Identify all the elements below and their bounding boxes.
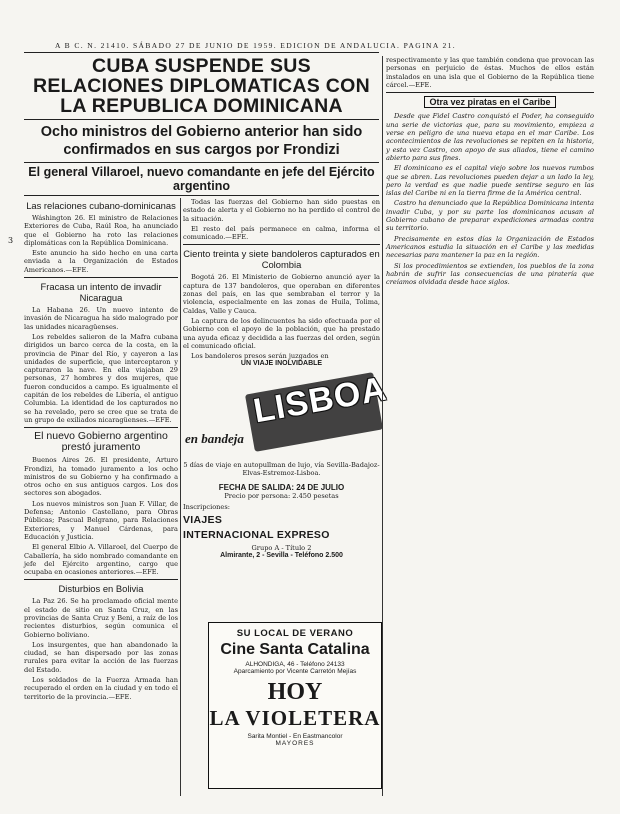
column-2 <box>183 198 380 361</box>
margin-mark: 3 <box>8 236 14 245</box>
paragraph: La captura de los delincuentes ha sido efectuada por el Gobierno con el apoyo de la población, que ha prestado una ayuda eficaz y decidida a las fuerzas del orden, según el comunicado oficial. <box>183 316 380 350</box>
agency-name-1: VIAJES <box>183 514 223 527</box>
paragraph: Los nuevos ministros son Juan F. Villar, de Defensa; Antonio Castellano, para Obras Públicas; Pascual Belgrano, para Relaciones Exteriores, y Manuel Cárdenas, para Educación y Justicia. <box>24 499 178 541</box>
departure-date: FECHA DE SALIDA: 24 DE JULIO <box>218 482 345 492</box>
film-cast: Sarita Montiel - En Eastmancolor <box>247 733 343 740</box>
film-title: LA VIOLETERA <box>209 706 381 730</box>
paragraph: Si los procedimientos se extienden, los pueblos de la zona habrán de sufrir las consecuencias de una piratería que creíamos olvidada desde hace siglos. <box>386 261 594 287</box>
paragraph: Wáshington 26. El ministro de Relaciones Exteriores de Cuba, Raúl Roa, ha anunciado que el Gobierno ha roto las relaciones diplomáticas con la República Dominicana. <box>24 214 178 247</box>
divider <box>386 92 594 93</box>
paragraph: Castro ha denunciado que la República Dominicana intenta invadir Cuba, y por su parte los dominicanos acusan al Gobierno cubano de preparar expediciones armadas contra su territorio. <box>386 199 594 233</box>
section-title: Ciento treinta y siete bandoleros capturados en Colombia <box>183 248 380 271</box>
cinema-advertisement <box>208 622 382 789</box>
cinema-address: ALHONDIGA, 46 - Teléfono 24133 <box>245 661 345 668</box>
paragraph: Los soldados de la Fuerza Armada han recuperado el orden en la ciudad y en todo el territorio de la provincia.—EFE. <box>24 676 178 701</box>
agency-address: Almirante, 2 - Sevilla - Teléfono 2.500 <box>220 552 343 560</box>
column-1 <box>24 198 178 798</box>
ad-inscriptions: Inscripciones: <box>183 502 230 511</box>
divider <box>24 427 178 428</box>
divider <box>24 277 178 278</box>
cinema-note: Aparcamiento por Vicente Carretón Mejías <box>233 668 357 675</box>
paragraph: Desde que Fidel Castro conquistó el Poder, ha conseguido una serie de victorias que, para su movimiento, empieza a verse en peligro de una nueva etapa en el mar Caribe. Los acontecimientos de las revoluciones se repiten en la historia, y esta vez Castro, con apoyo de sus aliados, tiene el camino abierto para sus fines. <box>386 112 594 162</box>
paragraph: El general Elbio A. Villaroel, del Cuerpo de Caballería, ha sido nombrado comandante en jefe del Ejército argentino, cargo que ocupaba en ocasiones anteriores.—EFE. <box>24 543 178 577</box>
section-title-wrap <box>386 96 594 108</box>
paragraph: Este anuncio ha sido hecho en una carta enviada a la Organización de Estados Americanos.—EFE. <box>24 249 178 274</box>
headline-rule <box>24 119 379 120</box>
lisboa-title: LISBOA <box>250 369 390 431</box>
paragraph: Precisamente en estos días la Organización de Estados Americanos estudia la situación en el Caribe y las medidas necesarias para mantener la paz en la región. <box>386 234 594 260</box>
section-title: Disturbios en Bolivia <box>58 583 144 595</box>
ad-description: 5 días de viaje en autopullman de lujo, vía Sevilla-Badajoz-Elvas-Estremoz-Lisboa. <box>183 461 380 478</box>
section-title: Otra vez piratas en el Caribe <box>424 96 555 108</box>
paragraph: El resto del país permanece en calma, informa el comunicado.—EFE. <box>183 224 380 242</box>
page-header: A B C. N. 21410. SÁBADO 27 DE JUNIO DE 1959. EDICION DE ANDALUCIA. PAGINA 21. <box>55 41 457 50</box>
section-title: El nuevo Gobierno argentino prestó juramento <box>34 430 168 454</box>
section-title: Fracasa un intento de invadir Nicaragua <box>40 281 162 304</box>
paragraph: El dominicano es el capital viejo sobre los nuevos rumbos que se abren. Las revoluciones pueden dejar a un lado la ley, pero la verdad es que nadie puede sentirse seguro en las islas del Caribe ni en la tierra firme de la América central. <box>386 164 594 198</box>
subhead2-rule <box>24 195 379 196</box>
agency-group: Grupo A - Título 2 <box>251 544 312 553</box>
header-rule <box>24 52 379 53</box>
cinema-name: Cine Santa Catalina <box>220 641 370 658</box>
cinema-tagline: SU LOCAL DE VERANO <box>236 628 354 639</box>
ad-price: Precio por persona: 2.450 pesetas <box>224 491 339 500</box>
paragraph: Todas las fuerzas del Gobierno han sido puestas en estado de alerta y el Gobierno no ha perdido el control de la situación. <box>183 198 380 223</box>
agency-name-2: INTERNACIONAL EXPRESO <box>183 529 330 542</box>
cinema-today: HOY <box>267 679 323 705</box>
section-title: Las relaciones cubano-dominicanas <box>26 200 176 211</box>
paragraph: Buenos Aires 26. El presidente, Arturo Frondizi, ha tomado juramento a los ocho ministros de su Gobierno y ha confirmado a otros ocho en sus antiguos cargos. Los dos sectores son abogados. <box>24 456 178 498</box>
paragraph: La Paz 26. Se ha proclamado oficial mente el estado de sitio en Santa Cruz, en las provincias de Santa Cruz y Beni, a raíz de los recientes disturbios, según comunica el Gobierno boliviano. <box>24 597 178 639</box>
column-rule <box>382 56 383 796</box>
column-rule <box>180 198 181 796</box>
divider <box>24 579 178 580</box>
lisboa-advertisement <box>183 360 390 606</box>
column-3 <box>386 56 594 796</box>
subhead-rule <box>24 162 379 163</box>
ad-subtitle: en bandeja <box>185 431 244 446</box>
divider <box>183 244 380 245</box>
paragraph: Bogotá 26. El Ministerio de Gobierno anunció ayer la captura de 137 bandoleros, que operaban en diferentes zonas del país, en las que sembraban el terror y la violencia, especialmente en las zonas de Huila, Tolima, Caldas, Valle y Cauca. <box>183 273 380 315</box>
second-subhead: El general Villaroel, nuevo comandante en jefe del Ejército argentino <box>28 165 375 193</box>
film-rating: MAYORES <box>275 740 315 747</box>
ad-lead: UN VIAJE INOLVIDABLE <box>240 360 323 367</box>
paragraph: respectivamente y las que también condena que provocan las personas en perjuicio de éstas. Muchos de ellos están instalados en una isla que el Gobierno de la República tiene cárcel.—EFE. <box>386 56 594 89</box>
main-headline: CUBA SUSPENDE SUS RELACIONES DIPLOMATICAS CON LA REPUBLICA DOMINICANA <box>32 55 371 117</box>
main-subhead: Ocho ministros del Gobierno anterior han sido confirmados en sus cargos por Frondizi <box>40 124 363 158</box>
lisboa-banner <box>183 369 390 453</box>
paragraph: Los rebeldes salieron de la Mafra cubana dirigidos un barco cerca de la costa, en la provincia de Pinar del Río, y cayeron a las unidades de superficie, que interceptaron y capturaron la nave. En ella viajaban 29 personas, 27 hombres y dos mujeres, que fueron conducidos a campo. Es igualmente el capitán de los rebeldes de Liberia, el antiguo Columbia. La identidad de los capturados no se ha revelado, pero se cree que se trata de un grupo de exiliados nicaragüenses.—EFE. <box>24 332 178 424</box>
paragraph: Los insurgentes, que han abandonado la ciudad, se han dispersado por las zonas rurales para evitar la acción de las fuerzas del Estado. <box>24 640 178 674</box>
paragraph: Los bandoleros presos serán juzgados en <box>191 352 329 361</box>
paragraph: La Habana 26. Un nuevo intento de invasión de Nicaragua ha sido malogrado por las unidades nicaragüenses. <box>24 306 178 331</box>
